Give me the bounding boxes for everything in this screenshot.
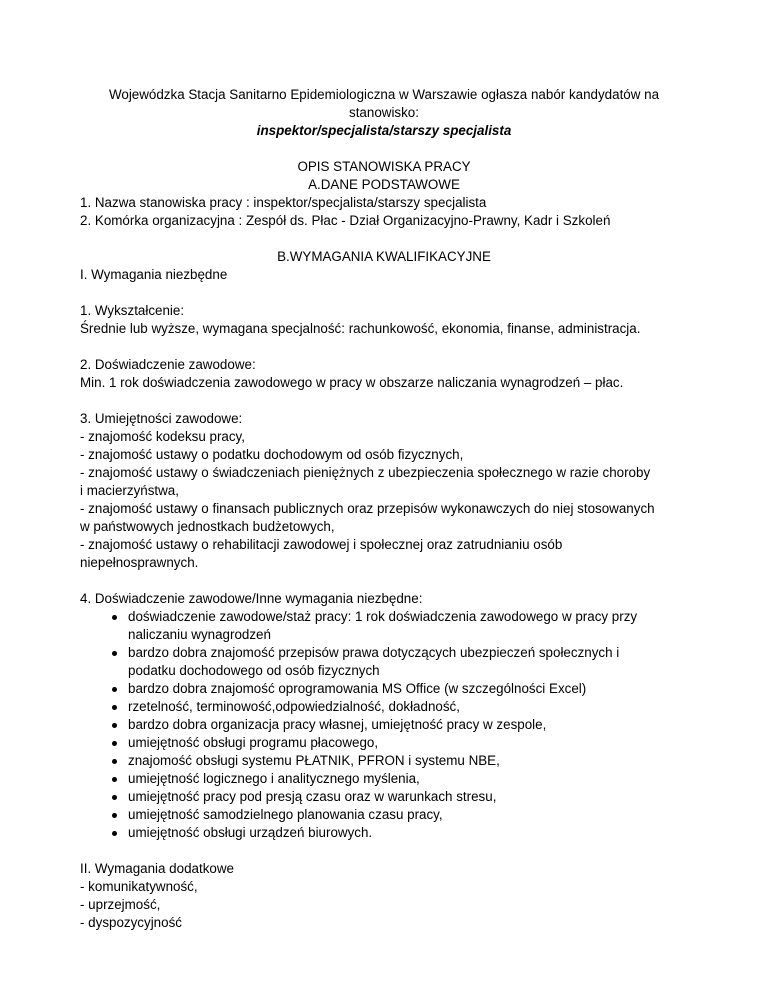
education-text: Średnie lub wyższe, wymagana specjalność: rachunkowość, ekonomia, finanse, administracja. (80, 321, 641, 336)
announcement-line-1: Wojewódzka Stacja Sanitarno Epidemiologiczna w Warszawie ogłasza nabór kandydatów na (108, 87, 660, 102)
bullet-icon (112, 813, 117, 818)
additional-requirements-block (80, 860, 688, 932)
education-heading: 1. Wykształcenie: (80, 303, 185, 318)
skills-line: - znajomość kodeksu pracy, (80, 429, 245, 444)
experience-block (80, 356, 688, 392)
position-title: inspektor/specjalista/starszy specjalista (256, 123, 512, 138)
bullet-icon (112, 759, 117, 764)
position-name-item: 1. Nazwa stanowiska pracy : inspektor/specjalista/starszy specjalista (80, 195, 487, 210)
skills-line: - znajomość ustawy o rehabilitacji zawodowej i społecznej oraz zatrudnianiu osób (80, 537, 563, 552)
bullet-icon (112, 651, 117, 656)
bullet-icon (112, 795, 117, 800)
skills-line: - znajomość ustawy o podatku dochodowym od osób fizycznych, (80, 447, 464, 462)
list-item: doświadczenie zawodowe/staż pracy: 1 rok doświadczenia zawodowego w pracy przy naliczaniu wynagrodzeń (80, 608, 688, 644)
education-block (80, 302, 688, 338)
skills-heading: 3. Umiejętności zawodowe: (80, 411, 243, 426)
list-item: znajomość obsługi systemu PŁATNIK, PFRON i systemu NBE, (80, 752, 688, 770)
skills-line: niepełnosprawnych. (80, 555, 199, 570)
list-item: umiejętność obsługi programu płacowego, (80, 734, 688, 752)
skills-line: w państwowych jednostkach budżetowych, (80, 519, 335, 534)
bullet-icon (112, 741, 117, 746)
skills-line: - znajomość ustawy o finansach publicznych oraz przepisów wykonawczych do niej stosowanych (80, 501, 655, 516)
bullet-icon (112, 723, 117, 728)
list-item: umiejętność samodzielnego planowania czasu pracy, (80, 806, 688, 824)
section-b-title: B.WYMAGANIA KWALIFIKACYJNE (277, 249, 491, 264)
list-item: bardzo dobra organizacja pracy własnej, umiejętność pracy w zespole, (80, 716, 688, 734)
skills-line: i macierzyństwa, (80, 483, 179, 498)
list-item: umiejętność pracy pod presją czasu oraz w warunkach stresu, (80, 788, 688, 806)
experience-heading: 2. Doświadczenie zawodowe: (80, 357, 256, 372)
experience-text: Min. 1 rok doświadczenia zawodowego w pracy w obszarze naliczania wynagrodzeń – płac. (80, 375, 624, 390)
skills-line: - znajomość ustawy o świadczeniach pieniężnych z ubezpieczenia społecznego w razie choroby (80, 465, 651, 480)
description-title: OPIS STANOWISKA PRACY (297, 159, 471, 174)
organizational-unit-item: 2. Komórka organizacyjna : Zespół ds. Płac - Dział Organizacyjno-Prawny, Kadr i Szkoleń (80, 213, 611, 228)
bullet-icon (112, 615, 117, 620)
other-requirements-heading: 4. Doświadczenie zawodowe/Inne wymagania niezbędne: (80, 591, 423, 606)
list-item: rzetelność, terminowość,odpowiedzialność, dokładność, (80, 698, 688, 716)
bullet-icon (112, 777, 117, 782)
other-requirements-list (80, 608, 688, 842)
section-a-title: A.DANE PODSTAWOWE (308, 177, 460, 192)
announcement-line-2: stanowisko: (349, 105, 419, 120)
additional-line: - komunikatywność, (80, 879, 198, 894)
other-requirements-block (80, 590, 688, 842)
bullet-icon (112, 687, 117, 692)
skills-block (80, 410, 688, 572)
list-item: bardzo dobra znajomość przepisów prawa dotyczących ubezpieczeń społecznych i podatku dochodowego od osób fizycznych (80, 644, 688, 680)
list-item: umiejętność obsługi urządzeń biurowych. (80, 824, 688, 842)
additional-line: - dyspozycyjność (80, 915, 182, 930)
bullet-icon (112, 705, 117, 710)
bullet-icon (112, 831, 117, 836)
essential-requirements-title: I. Wymagania niezbędne (80, 267, 228, 282)
additional-requirements-heading: II. Wymagania dodatkowe (80, 861, 234, 876)
list-item: umiejętność logicznego i analitycznego myślenia, (80, 770, 688, 788)
list-item: bardzo dobra znajomość oprogramowania MS Office (w szczególności Excel) (80, 680, 688, 698)
additional-line: - uprzejmość, (80, 897, 161, 912)
